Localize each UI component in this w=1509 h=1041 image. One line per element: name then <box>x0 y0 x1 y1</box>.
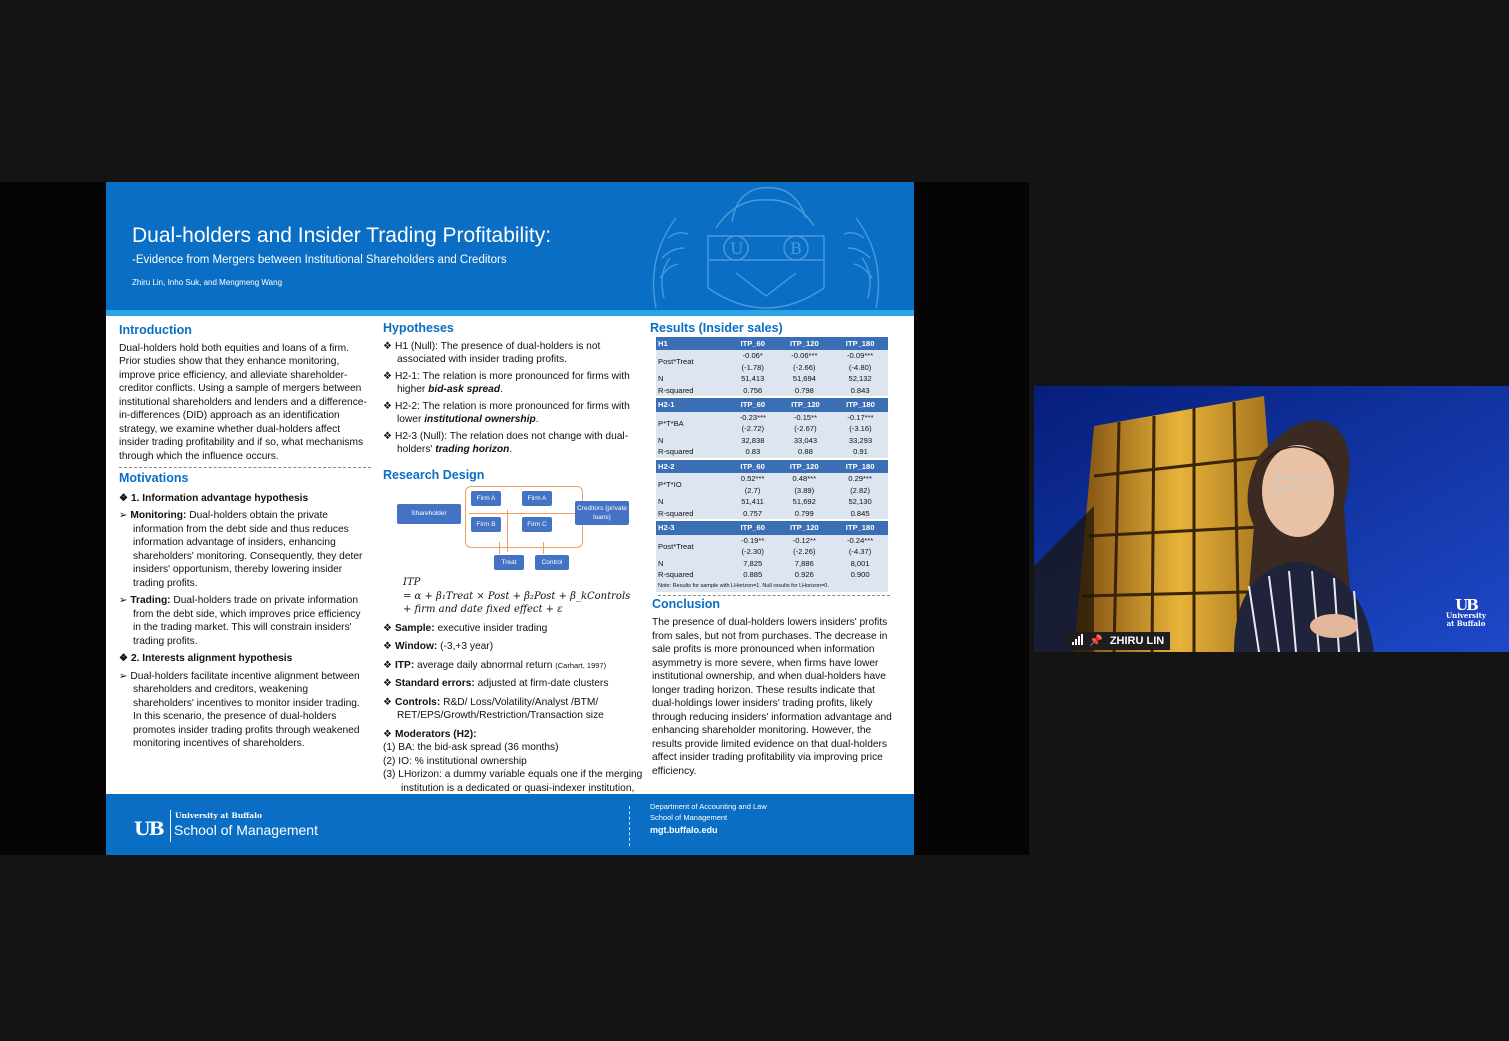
department-line-1: Department of Accounting and Law <box>650 802 767 811</box>
table-cell: N <box>656 373 729 385</box>
table-cell: 0.885 <box>729 569 777 581</box>
table-header-cell: ITP_120 <box>776 337 832 351</box>
table-cell: 33,293 <box>833 435 888 447</box>
poster-title: Dual-holders and Insider Trading Profitability: <box>132 224 552 247</box>
itp-citation: (Carhart, 1997) <box>555 660 607 670</box>
column-hypotheses <box>383 322 643 809</box>
department-line-2: School of Management <box>650 813 728 822</box>
results-table-h1 <box>656 337 888 397</box>
table-cell: (-2.30) <box>729 546 777 558</box>
moderator-2: (2) IO: % institutional ownership <box>383 755 527 767</box>
pin-icon[interactable]: 📌 <box>1089 635 1103 647</box>
equation-line-3: + firm and date fixed effect + ε <box>403 604 563 615</box>
table-cell: R-squared <box>656 569 729 581</box>
table-cell: -0.06*** <box>776 350 832 362</box>
table-cell: Post*Treat <box>656 350 729 373</box>
arrow-control-line <box>543 542 544 554</box>
itp-label: ITP: <box>394 659 415 671</box>
table-cell: -0.09*** <box>832 350 888 362</box>
table-cell: 0.799 <box>776 508 832 520</box>
firm-a-box-2: Firm A <box>522 491 552 506</box>
table-cell: 0.48*** <box>776 473 832 485</box>
control-box: Control <box>535 555 569 570</box>
equation-line-2: = α + β₁Treat × Post + β₂Post + β_kControls <box>403 590 631 602</box>
table-cell: (-2.72) <box>728 423 778 435</box>
alignment-item: ➢ Dual-holders facilitate incentive alignment between shareholders and creditors, weakening shareholders' incentives to monitor insider trading. In this scenario, the presence of dual-holders promotes insider trading profits through weakened monitoring incentives of shareholders. <box>119 670 360 749</box>
table-cell: (-4.80) <box>832 362 888 374</box>
divider <box>119 467 371 468</box>
table-cell: (-3.16) <box>833 423 888 435</box>
window-item: ❖ Window: (-3,+3 year) <box>383 641 494 652</box>
sample-text: executive insider trading <box>434 622 548 634</box>
table-cell: 7,886 <box>776 558 832 570</box>
results-table-h2-3 <box>656 521 888 592</box>
table-cell: R-squared <box>656 385 729 397</box>
trading-item: ➢ Trading: Dual-holders trade on private information from the debt side, which improves price efficiency in the trading market. This will constrain insiders' trading profits. <box>119 595 361 647</box>
table-cell: R-squared <box>656 508 729 520</box>
table-cell: N <box>656 558 729 570</box>
table-cell: 0.757 <box>729 508 777 520</box>
table-cell: 51,411 <box>729 496 777 508</box>
table-cell: N <box>656 435 728 447</box>
hypothesis-h2-2: ❖ H2-2: The relation is more pronounced for firms with lower institutional ownership. <box>383 400 630 425</box>
table-cell: -0.17*** <box>833 412 888 424</box>
monitoring-label: Monitoring: <box>130 510 187 521</box>
table-header-cell: H2-1 <box>656 398 728 412</box>
hypothesis-h2-2-emphasis: institutional ownership <box>424 414 536 425</box>
column-intro <box>119 322 371 754</box>
hypothesis-h2-3-emphasis: trading horizon <box>435 444 510 455</box>
sample-item: ❖ Sample: executive insider trading <box>383 622 548 634</box>
standard-errors-item: ❖ Standard errors: adjusted at firm-date clusters <box>383 678 609 689</box>
results-heading: Results (Insider sales) <box>650 321 783 335</box>
participant-name-tag <box>1066 632 1170 650</box>
table-cell: (-2.67) <box>778 423 833 435</box>
moderators-item: ❖ Moderators (H2): <box>383 728 477 740</box>
table-cell: 51,692 <box>776 496 832 508</box>
hypotheses-heading: Hypotheses <box>383 321 454 335</box>
logo-line-2: at Buffalo <box>1446 619 1486 628</box>
ub-name: University at Buffalo <box>175 811 263 820</box>
firm-b-box: Firm B <box>471 517 501 532</box>
school-name: School of Management <box>174 822 318 838</box>
table-header-cell: ITP_60 <box>728 398 778 412</box>
hypothesis-h1-text: H1 (Null): The presence of dual-holders is not associated with insider trading profits. <box>394 340 601 365</box>
poster-slide <box>106 182 914 855</box>
ub-video-logo <box>1446 598 1486 628</box>
table-cell: -0.23*** <box>728 412 778 424</box>
poster-banner <box>106 182 914 312</box>
moderator-1: (1) BA: the bid-ask spread (36 months) <box>383 742 559 753</box>
trading-label: Trading: <box>130 595 171 606</box>
controls-item: ❖ Controls: R&D/ Loss/Volatility/Analyst /BTM/ RET/EPS/Growth/Restriction/Transaction size <box>383 696 604 721</box>
table-cell: (-1.78) <box>729 362 777 374</box>
table-cell: 0.83 <box>728 446 778 458</box>
table-cell: 0.88 <box>778 446 833 458</box>
table-cell: 8,001 <box>832 558 888 570</box>
standard-errors-label: Standard errors: <box>394 678 475 689</box>
research-design-heading: Research Design <box>383 467 485 482</box>
moderator-3: (3) LHorizon: a dummy variable equals one if the merging institution is a dedicated or quasi-indexer institution, <box>383 769 643 794</box>
divider-line <box>469 513 577 514</box>
table-header-cell: H2-2 <box>656 460 729 474</box>
table-cell: -0.12** <box>776 535 832 547</box>
controls-label: Controls: <box>394 696 441 708</box>
equation-line-1: ITP <box>403 577 421 588</box>
logo-line-1: University <box>1446 611 1486 620</box>
table-cell: 32,838 <box>728 435 778 447</box>
firm-c-box: Firm C <box>522 517 552 532</box>
table-header-cell: ITP_120 <box>776 521 832 535</box>
results-tables <box>650 337 900 592</box>
table-cell: (-2.26) <box>776 546 832 558</box>
svg-text:U: U <box>730 239 744 258</box>
table-header-cell: ITP_60 <box>729 521 777 535</box>
itp-item: ❖ ITP: average daily abnormal return (Carhart, 1997) <box>383 659 607 671</box>
table-cell: -0.19** <box>729 535 777 547</box>
table-cell: 52,132 <box>832 373 888 385</box>
table-cell: (-2.66) <box>776 362 832 374</box>
table-header-cell: ITP_180 <box>833 398 888 412</box>
participant-name: ZHIRU LIN <box>1109 635 1165 647</box>
intro-text: Dual-holders hold both equities and loans of a firm. Prior studies show that they enhance monitoring, improve price efficiency, and alleviate shareholder-creditor conflicts. Using a sample of mergers between institutional shareholders and lenders and a difference-in-differences (DID) approach as an identification strategy, we examine whether dual-holders affect insider trading profitability and if so, what mechanisms through which the influence occurs. <box>119 342 367 462</box>
hypothesis-1-heading: ❖ 1. Information advantage hypothesis <box>119 492 309 504</box>
participant-video-tile[interactable] <box>1034 386 1509 652</box>
results-note: Note: Results for sample with LHorizon=1. Null results for LHorizon=0. <box>656 581 888 592</box>
moderators-label: Moderators (H2): <box>394 728 477 740</box>
table-cell: 0.926 <box>776 569 832 581</box>
regression-equation <box>383 576 643 617</box>
table-header-cell: ITP_60 <box>729 337 777 351</box>
table-cell: 0.798 <box>776 385 832 397</box>
logo-divider <box>170 810 171 842</box>
period: . <box>509 444 513 455</box>
table-cell: -0.15** <box>778 412 833 424</box>
table-header-cell: ITP_180 <box>832 337 888 351</box>
table-cell: P*T*IO <box>656 473 729 496</box>
shareholder-box: Shareholder <box>397 504 461 524</box>
results-table-h2-2 <box>656 460 888 520</box>
itp-text: average daily abnormal return <box>414 659 556 671</box>
research-design-diagram <box>383 486 645 574</box>
window-label: Window: <box>394 641 438 652</box>
table-cell: 52,130 <box>832 496 888 508</box>
table-cell: N <box>656 496 729 508</box>
signal-strength-icon <box>1072 634 1083 648</box>
table-cell: (2.82) <box>832 485 888 497</box>
treat-box: Treat <box>494 555 524 570</box>
hypothesis-2-heading: ❖ 2. Interests alignment hypothesis <box>119 653 293 664</box>
table-header-cell: ITP_60 <box>729 460 777 474</box>
hypothesis-h2-3-text: H2-3 (Null): The relation does not change with dual-holders' <box>394 430 629 455</box>
svg-text:B: B <box>790 239 802 258</box>
results-table-h2-1 <box>656 398 888 458</box>
table-header-cell: H2-3 <box>656 521 729 535</box>
arrow-treat-line <box>499 542 500 554</box>
motivations-heading: Motivations <box>119 471 189 485</box>
column-results <box>650 322 900 778</box>
poster-subtitle: -Evidence from Mergers between Institutional Shareholders and Creditors <box>132 254 507 266</box>
table-cell: (-4.37) <box>832 546 888 558</box>
hypothesis-h2-3: ❖ H2-3 (Null): The relation does not change with dual-holders' trading horizon. <box>383 430 629 455</box>
hypothesis-h2-1-emphasis: bid-ask spread <box>428 384 501 395</box>
period: . <box>500 384 503 395</box>
table-cell: R-squared <box>656 446 728 458</box>
arrow-down-line <box>507 510 508 552</box>
website-link[interactable]: mgt.buffalo.edu <box>650 825 718 835</box>
intro-heading: Introduction <box>119 323 192 337</box>
table-header-cell: ITP_120 <box>776 460 832 474</box>
table-cell: 33,043 <box>778 435 833 447</box>
ub-logo-icon: UB <box>1455 596 1477 614</box>
table-header-cell: ITP_180 <box>832 521 888 535</box>
table-cell: 0.900 <box>832 569 888 581</box>
monitoring-text: Dual-holders obtain the private information from the debt side and thus reduces information advantage of insiders, enhancing shareholders' monitoring. Consequently, they deter insiders' opportunism, thereby lowering insider trading profits. <box>133 510 363 589</box>
period: . <box>535 414 539 425</box>
table-cell: -0.06* <box>729 350 777 362</box>
conclusion-text: The presence of dual-holders lowers insiders' profits from sales, but not from purchases. The decrease in sale profits is more pronounced when information asymmetry is more severe, when firms have lower institutional ownership, and when dual-holders have longer trading horizon. These results indicate that dual-holdings lower insiders' trading profits, likely through reducing insiders' information advantage and enhancing shareholder monitoring. However, the results provide limited evidence on that dual-holders affect insider trading profitability via improving price efficiency. <box>652 617 892 777</box>
table-cell: (3.89) <box>776 485 832 497</box>
alignment-text: Dual-holders facilitate incentive alignment between shareholders and creditors, weakening shareholders' incentives to monitor insider trading. In this scenario, the presence of dual-holders promotes insider trading profits through weakened monitoring incentives of shareholders. <box>130 670 360 749</box>
table-cell: 51,694 <box>776 373 832 385</box>
table-cell: 0.29*** <box>832 473 888 485</box>
standard-errors-text: adjusted at firm-date clusters <box>474 678 609 689</box>
video-feed <box>1034 386 1509 652</box>
conclusion-section <box>650 598 900 779</box>
table-cell: Post*Treat <box>656 535 729 558</box>
table-header-cell: H1 <box>656 337 729 351</box>
table-header-cell: ITP_120 <box>778 398 833 412</box>
trading-text: Dual-holders trade on private information from the debt side, which improves price efficiency in the trading market. This will constrain insiders' trading profits. <box>133 595 361 647</box>
window-text: (-3,+3 year) <box>437 641 494 652</box>
firm-a-box: Firm A <box>471 491 501 506</box>
divider <box>658 595 890 596</box>
hypothesis-h2-1-text: H2-1: The relation is more pronounced for firms with higher <box>394 370 630 395</box>
table-header-cell: ITP_180 <box>832 460 888 474</box>
university-seal-watermark <box>646 182 886 312</box>
poster-footer <box>106 794 914 855</box>
table-cell: 0.52*** <box>729 473 777 485</box>
table-cell: 0.843 <box>832 385 888 397</box>
monitoring-item: ➢ Monitoring: Dual-holders obtain the private information from the debt side and thus reduces information advantage of insiders, enhancing shareholders' monitoring. Consequently, they deter insiders' opportunism, thereby lowering insider trading profits. <box>119 510 363 589</box>
table-cell: P*T*BA <box>656 412 728 435</box>
poster-authors: Zhiru Lin, Inho Suk, and Mengmeng Wang <box>132 278 283 287</box>
table-cell: (2.7) <box>729 485 777 497</box>
table-cell: 7,825 <box>729 558 777 570</box>
creditors-box: Creditors (private loans) <box>575 501 629 525</box>
conclusion-heading: Conclusion <box>652 596 721 611</box>
table-cell: 51,413 <box>729 373 777 385</box>
hypothesis-h1: ❖ H1 (Null): The presence of dual-holders is not associated with insider trading profits. <box>383 340 601 365</box>
table-cell: 0.756 <box>729 385 777 397</box>
sample-label: Sample: <box>394 622 435 634</box>
hypothesis-h2-2-text: H2-2: The relation is more pronounced for firms with lower <box>394 400 630 425</box>
table-cell: 0.91 <box>833 446 888 458</box>
footer-divider <box>629 806 630 846</box>
table-cell: 0.845 <box>832 508 888 520</box>
ub-logo-icon: UB <box>134 818 163 840</box>
hypothesis-h2-1: ❖ H2-1: The relation is more pronounced for firms with higher bid-ask spread. <box>383 370 630 395</box>
table-cell: -0.24*** <box>832 535 888 547</box>
banner-stripe <box>106 310 914 316</box>
controls-text: R&D/ Loss/Volatility/Analyst /BTM/ RET/EPS/Growth/Restriction/Transaction size <box>397 696 604 721</box>
